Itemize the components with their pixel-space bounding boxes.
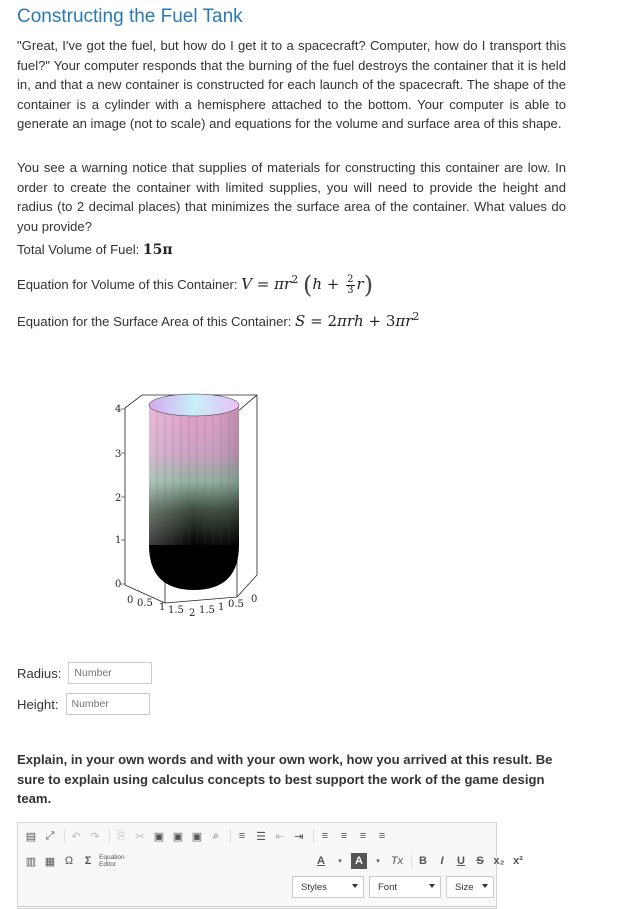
align-right-icon[interactable]: ≡ bbox=[359, 830, 367, 842]
styles-dropdown[interactable]: Styles bbox=[292, 876, 364, 898]
editor-toolbar-row-1 bbox=[23, 828, 393, 844]
editor-toolbar-row-2 bbox=[23, 853, 129, 869]
paste-word-icon[interactable]: ▣ bbox=[191, 830, 203, 843]
x-tick-05: 0.5 bbox=[137, 598, 153, 609]
height-input[interactable] bbox=[66, 693, 150, 715]
page-title: Constructing the Fuel Tank bbox=[17, 6, 243, 27]
radius-label: Radius: bbox=[17, 665, 62, 681]
italic-icon[interactable]: I bbox=[440, 855, 444, 867]
task-paragraph: You see a warning notice that supplies of materials for constructing this container are low. In order to create the container with limited supplies, you will need to provide the height and radius (to 2 decimal places) that minimizes the surface area of the container. What values do you provide? bbox=[17, 160, 566, 234]
y-tick-0: 0 bbox=[251, 594, 258, 605]
text-color-icon[interactable]: A bbox=[317, 855, 325, 867]
copy-icon[interactable]: ⎘ bbox=[116, 829, 126, 842]
horizontal-rule-icon[interactable]: ▥ bbox=[25, 855, 37, 868]
equation-editor-button[interactable]: Equation Editor bbox=[99, 854, 125, 868]
align-center-icon[interactable]: ≡ bbox=[340, 830, 348, 842]
z-tick-2: 2 bbox=[115, 493, 122, 504]
sigma-icon[interactable]: Σ bbox=[84, 855, 92, 867]
height-label: Height: bbox=[17, 696, 59, 712]
cut-icon[interactable]: ✂ bbox=[135, 830, 145, 843]
paste-text-icon[interactable]: ▣ bbox=[172, 830, 184, 843]
source-icon[interactable]: ▤ bbox=[25, 830, 37, 843]
x-tick-1: 1 bbox=[159, 602, 166, 613]
maximize-icon[interactable]: ⤢ bbox=[45, 829, 55, 842]
font-dropdown[interactable]: Font bbox=[369, 876, 441, 898]
outdent-icon[interactable]: ⇤ bbox=[275, 830, 285, 843]
numbered-list-icon[interactable]: ≡ bbox=[238, 830, 246, 842]
editor-format-group: A ▾ A ▾ Tx B I U S x₂ x² bbox=[313, 853, 529, 869]
volume-equation-line bbox=[17, 271, 373, 299]
hemisphere-bottom bbox=[149, 545, 239, 590]
container-3d-figure bbox=[107, 390, 267, 620]
undo-icon[interactable]: ↶ bbox=[71, 830, 81, 843]
z-tick-4: 4 bbox=[115, 404, 122, 415]
story-paragraph: "Great, I've got the fuel, but how do I get it to a spacecraft? Computer, how do I transport this fuel?" Your computer responds that the burning of the fuel destroys the container that it is held in, and that a new container is constructed for each launch of the spacecraft. The shape of the container is a cylinder with a hemisphere attached to the bottom. Your computer is able to generate an image (not to scale) and equations for the volume and surface area of this shape. bbox=[17, 38, 566, 131]
total-volume-label: Total Volume of Fuel: bbox=[17, 242, 140, 257]
find-icon[interactable]: ⌕ bbox=[212, 829, 220, 842]
x-tick-2: 2 bbox=[189, 608, 196, 619]
bulleted-list-icon[interactable]: ☰ bbox=[256, 830, 266, 843]
underline-icon[interactable]: U bbox=[457, 855, 465, 867]
bold-icon[interactable]: B bbox=[419, 855, 427, 867]
surface-equation: $S = 2\pi rh + 3\pi r^2$ bbox=[295, 310, 420, 330]
clear-format-icon[interactable]: Tx bbox=[390, 855, 404, 867]
total-volume-value: 15π bbox=[142, 242, 173, 258]
superscript-icon[interactable]: x² bbox=[513, 855, 523, 867]
radius-input[interactable] bbox=[68, 662, 152, 684]
x-tick-15: 1.5 bbox=[168, 605, 184, 616]
radius-row bbox=[17, 662, 152, 684]
surface-equation-line bbox=[17, 310, 419, 330]
subscript-icon[interactable]: x₂ bbox=[493, 855, 505, 867]
paste-icon[interactable]: ▣ bbox=[153, 830, 165, 843]
height-row bbox=[17, 693, 150, 715]
z-tick-0: 0 bbox=[115, 579, 122, 590]
y-tick-05: 0.5 bbox=[228, 599, 244, 610]
redo-icon[interactable]: ↷ bbox=[90, 830, 100, 843]
indent-icon[interactable]: ⇥ bbox=[294, 830, 304, 843]
size-dropdown[interactable]: Size bbox=[446, 876, 494, 898]
z-tick-3: 3 bbox=[115, 449, 122, 460]
total-volume-line bbox=[17, 242, 173, 258]
surface-equation-label: Equation for the Surface Area of this Container: bbox=[17, 314, 292, 329]
align-left-icon[interactable]: ≡ bbox=[321, 830, 329, 842]
volume-equation: $V = \pi r^2$ (h + $\frac{2}{3}$ r) bbox=[241, 271, 374, 299]
explain-prompt: Explain, in your own words and with your own work, how you arrived at this result. Be sure to explain using calculus concepts to best support the work of the game design team. bbox=[17, 752, 553, 806]
table-icon[interactable]: ▦ bbox=[44, 855, 56, 868]
y-tick-1: 1 bbox=[218, 602, 225, 613]
bg-color-icon[interactable]: A bbox=[351, 853, 367, 869]
y-tick-15: 1.5 bbox=[199, 605, 215, 616]
rich-text-editor bbox=[17, 822, 523, 909]
special-char-icon[interactable]: Ω bbox=[64, 855, 74, 867]
volume-equation-label: Equation for Volume of this Container: bbox=[17, 277, 238, 292]
justify-icon[interactable]: ≡ bbox=[378, 830, 386, 842]
strikethrough-icon[interactable]: S bbox=[476, 855, 484, 867]
z-tick-1: 1 bbox=[115, 535, 122, 546]
cylinder-top bbox=[149, 394, 239, 416]
x-tick-0: 0 bbox=[127, 595, 134, 606]
